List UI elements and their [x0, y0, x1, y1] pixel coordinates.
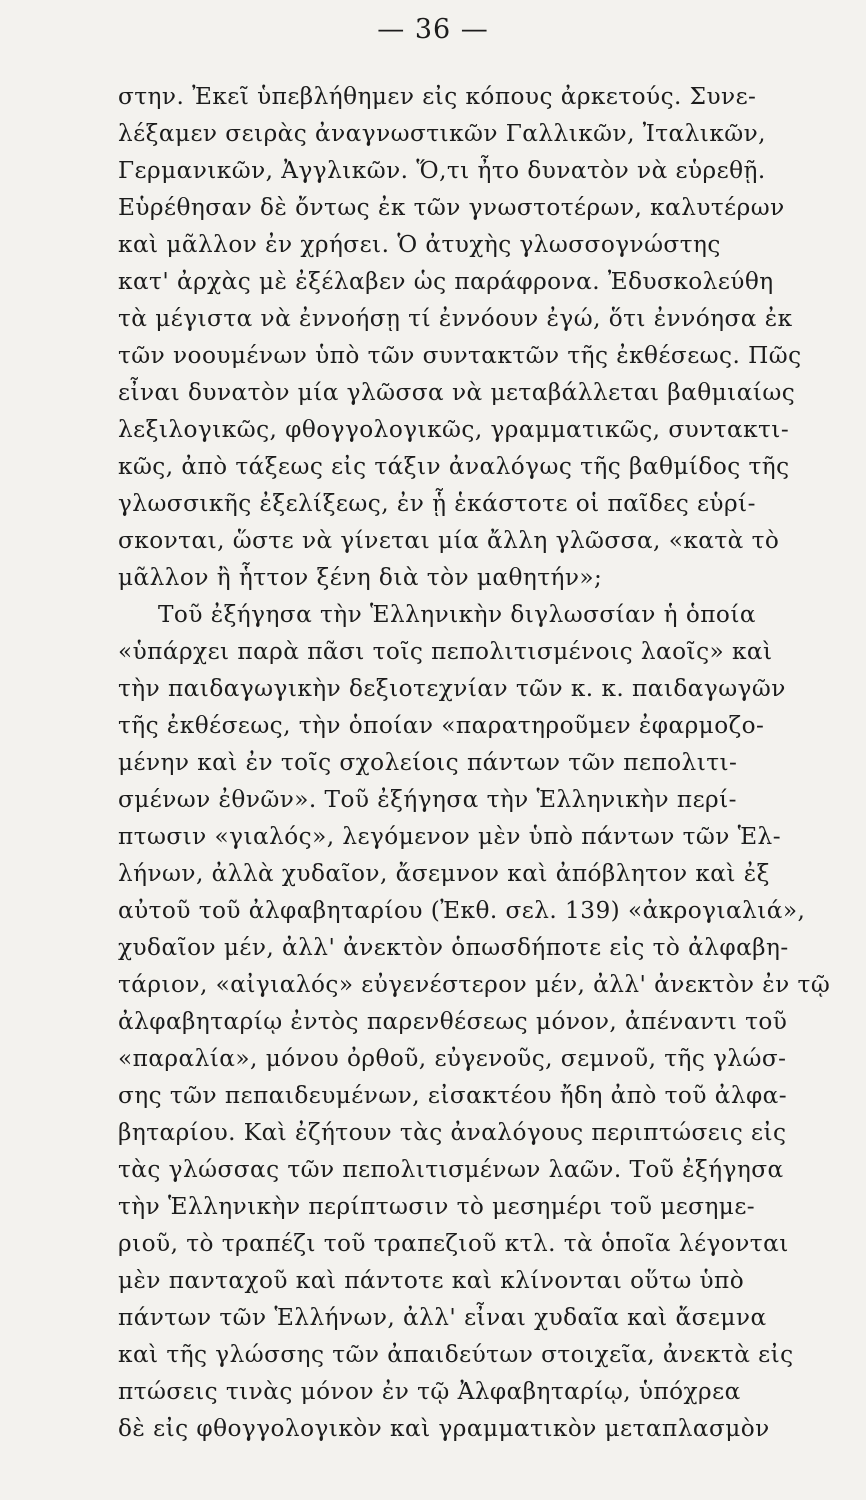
- text-line: λέξαμεν σειρὰς ἀναγνωστικῶν Γαλλικῶν, Ἰταλικῶν,: [118, 120, 766, 147]
- text-line: δὲ εἰς φθογγολογικὸν καὶ γραμματικὸν μεταπλασμὸν: [118, 1415, 770, 1442]
- text-line: καὶ μᾶλλον ἐν χρήσει. Ὁ ἀτυχὴς γλωσσογνώστης: [118, 231, 721, 258]
- text-line: «ὑπάρχει παρὰ πᾶσι τοῖς πεπολιτισμένοις λαοῖς» καὶ: [118, 638, 773, 665]
- text-line: πάντων τῶν Ἑλλήνων, ἀλλ' εἶναι χυδαῖα καὶ ἄσεμνα: [118, 1304, 767, 1331]
- text-line: πτωσιν «γιαλός», λεγόμενον μὲν ὑπὸ πάντων τῶν Ἑλ-: [118, 823, 781, 850]
- text-line: αὐτοῦ τοῦ ἀλφαβηταρίου (Ἐκθ. σελ. 139) «ἀκρογιαλιά»,: [118, 897, 806, 924]
- text-line: σκονται, ὥστε νὰ γίνεται μία ἄλλη γλῶσσα, «κατὰ τὸ: [118, 527, 780, 554]
- text-line: Εὑρέθησαν δὲ ὄντως ἐκ τῶν γνωστοτέρων, καλυτέρων: [118, 194, 785, 221]
- text-line: λεξιλογικῶς, φθογγολογικῶς, γραμματικῶς, συντακτι-: [118, 416, 790, 443]
- text-line: ριοῦ, τὸ τραπέζι τοῦ τραπεζιοῦ κτλ. τὰ ὁποῖα λέγονται: [118, 1230, 789, 1257]
- text-line: καὶ τῆς γλώσσης τῶν ἀπαιδεύτων στοιχεῖα, ἀνεκτὰ εἰς: [118, 1341, 794, 1368]
- text-line: εἶναι δυνατὸν μία γλῶσσα νὰ μεταβάλλεται βαθμιαίως: [118, 379, 796, 406]
- body-text: [118, 78, 853, 1447]
- text-line: χυδαῖον μέν, ἀλλ' ἀνεκτὸν ὁπωσδήποτε εἰς τὸ ἀλφαβη-: [118, 934, 789, 961]
- text-line: κῶς, ἀπὸ τάξεως εἰς τάξιν ἀναλόγως τῆς βαθμίδος τῆς: [118, 453, 790, 480]
- text-line-paragraph-start: Τοῦ ἐξήγησα τὴν Ἑλληνικὴν διγλωσσίαν ἡ ὁποία: [158, 601, 756, 628]
- text-line: τῶν νοουμένων ὑπὸ τῶν συντακτῶν τῆς ἐκθέσεως. Πῶς: [118, 342, 802, 369]
- text-line: «παραλία», μόνου ὀρθοῦ, εὐγενοῦς, σεμνοῦ, τῆς γλώσ-: [118, 1045, 787, 1072]
- text-line: κατ' ἀρχὰς μὲ ἐξέλαβεν ὡς παράφρονα. Ἐδυσκολεύθη: [118, 268, 774, 295]
- text-line: τὰς γλώσσας τῶν πεπολιτισμένων λαῶν. Τοῦ ἐξήγησα: [118, 1156, 784, 1183]
- text-line: τῆς ἐκθέσεως, τὴν ὁποίαν «παρατηροῦμεν ἐφαρμοζο-: [118, 712, 765, 739]
- text-line: βηταρίου. Καὶ ἐζήτουν τὰς ἀναλόγους περιπτώσεις εἰς: [118, 1119, 787, 1146]
- text-line: μένην καὶ ἐν τοῖς σχολείοις πάντων τῶν πεπολιτι-: [118, 749, 738, 776]
- page-number: — 36 —: [377, 14, 489, 45]
- text-line: μὲν πανταχοῦ καὶ πάντοτε καὶ κλίνονται οὕτω ὑπὸ: [118, 1267, 745, 1294]
- text-line: στην. Ἐκεῖ ὑπεβλήθημεν εἰς κόπους ἀρκετούς. Συνε-: [118, 83, 757, 110]
- text-line: ἀλφαβηταρίῳ ἐντὸς παρενθέσεως μόνον, ἀπέναντι τοῦ: [118, 1008, 788, 1035]
- text-line: Γερμανικῶν, Ἀγγλικῶν. Ὅ,τι ἦτο δυνατὸν νὰ εὑρεθῇ.: [118, 157, 766, 184]
- text-line: πτώσεις τινὰς μόνον ἐν τῷ Ἀλφαβηταρίῳ, ὑπόχρεα: [118, 1378, 741, 1405]
- text-line: μᾶλλον ἢ ἧττον ξένη διὰ τὸν μαθητήν»;: [118, 564, 603, 591]
- text-line: τὴν Ἑλληνικὴν περίπτωσιν τὸ μεσημέρι τοῦ μεσημε-: [118, 1193, 756, 1220]
- text-line: τὴν παιδαγωγικὴν δεξιοτεχνίαν τῶν κ. κ. παιδαγωγῶν: [118, 675, 786, 702]
- text-line: γλωσσικῆς ἐξελίξεως, ἐν ᾗ ἑκάστοτε οἱ παῖδες εὑρί-: [118, 490, 756, 517]
- text-line: σμένων ἐθνῶν». Τοῦ ἐξήγησα τὴν Ἑλληνικὴν περί-: [118, 786, 737, 813]
- text-line: τὰ μέγιστα νὰ ἐννοήσῃ τί ἐννόουν ἐγώ, ὅτι ἐννόησα ἐκ: [118, 305, 793, 332]
- text-line: τάριον, «αἰγιαλός» εὐγενέστερον μέν, ἀλλ' ἀνεκτὸν ἐν τῷ: [118, 971, 831, 998]
- text-line: λήνων, ἀλλὰ χυδαῖον, ἄσεμνον καὶ ἀπόβλητον καὶ ἐξ: [118, 860, 770, 887]
- text-line: σης τῶν πεπαιδευμένων, εἰσακτέου ἤδη ἀπὸ τοῦ ἀλφα-: [118, 1082, 788, 1109]
